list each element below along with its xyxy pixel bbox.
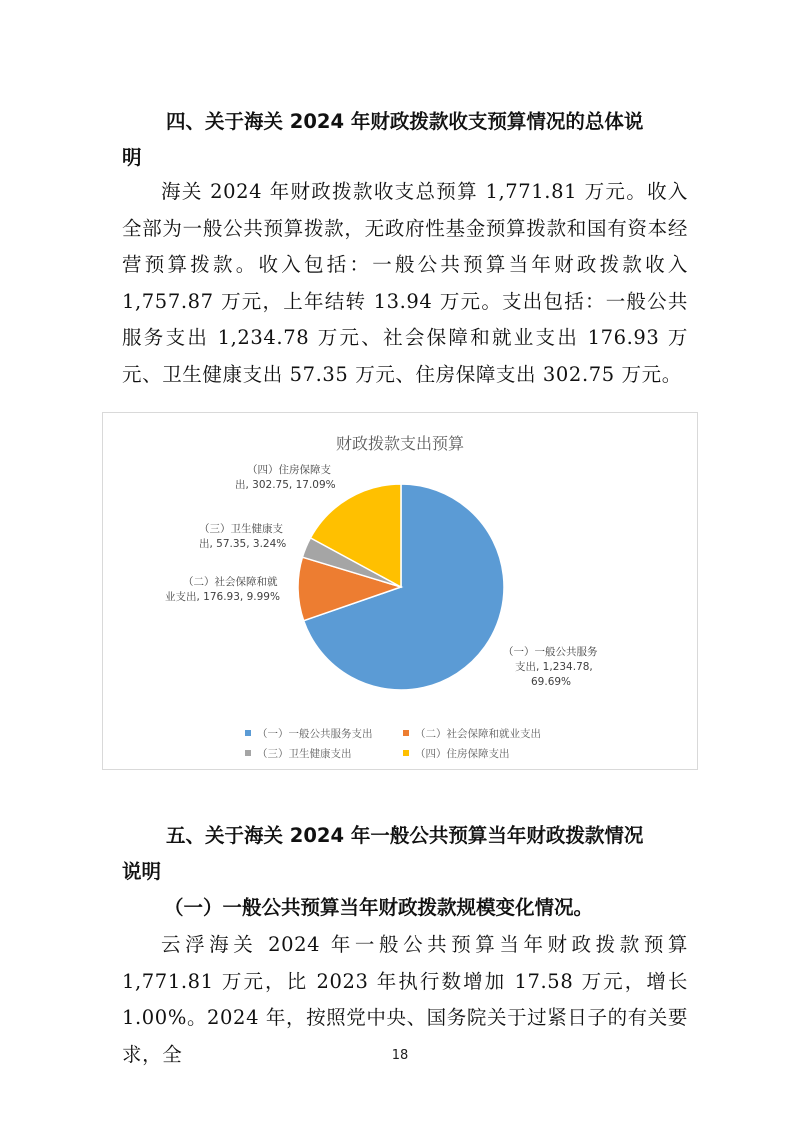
- slice-label-2-line2: 业支出, 176.93, 9.99%: [165, 591, 280, 603]
- section5-heading: [122, 818, 692, 890]
- slice-label-4: [235, 463, 336, 493]
- slice-label-2: [165, 575, 280, 605]
- slice-label-3-line2: 出, 57.35, 3.24%: [199, 538, 287, 550]
- legend-label-4: （四）住房保障支出: [415, 748, 510, 760]
- legend-item-2: [403, 726, 541, 741]
- legend-label-3: （三）卫生健康支出: [257, 748, 352, 760]
- legend-label-2: （二）社会保障和就业支出: [415, 728, 541, 740]
- section5-subheading: （一）一般公共预算当年财政拨款规模变化情况。: [164, 896, 594, 919]
- slice-label-2-line1: （二）社会保障和就: [183, 576, 278, 588]
- slice-label-3: [199, 522, 286, 552]
- legend-label-1: （一）一般公共服务支出: [257, 728, 373, 740]
- section5-heading-line2: 说明: [122, 860, 162, 883]
- slice-label-3-line1: （三）卫生健康支: [199, 523, 283, 535]
- section5-paragraph: 云浮海关 2024 年一般公共预算当年财政拨款预算 1,771.81 万元，比 2023 年执行数增加 17.58 万元，增长 1.00%。2024 年，按照党中央、国务院关于过紧日子的有关要求，全: [122, 933, 688, 1066]
- page-number: 18: [391, 1048, 409, 1063]
- section4-heading: [122, 104, 692, 176]
- legend-swatch-2: [403, 730, 409, 736]
- slice-label-1-line1: （一）一般公共服务: [503, 646, 598, 658]
- slice-label-4-line2: 出, 302.75, 17.09%: [235, 479, 336, 491]
- slice-label-1-line3: 69.69%: [531, 676, 572, 688]
- legend-item-3: [245, 746, 352, 761]
- expenditure-pie-chart: [102, 412, 698, 770]
- chart-title: 财政拨款支出预算: [335, 434, 464, 453]
- legend-swatch-1: [245, 730, 251, 736]
- section4-paragraph: 海关 2024 年财政拨款收支总预算 1,771.81 万元。收入全部为一般公共预算拨款，无政府性基金预算拨款和国有资本经营预算拨款。收入包括：一般公共预算当年财政拨款收入 1,757.87 万元，上年结转 13.94 万元。支出包括：一般公共服务支出 1,234.78 万元、社会保障和就业支出 176.93 万元、卫生健康支出 57.35 万元、住房保障支出 302.75 万元。: [122, 180, 688, 386]
- legend-swatch-4: [403, 750, 409, 756]
- slice-label-1-line2: 支出, 1,234.78,: [515, 661, 593, 673]
- legend-item-4: [403, 746, 510, 761]
- slice-label-4-line1: （四）住房保障支: [247, 464, 331, 476]
- slice-label-1: [503, 645, 598, 690]
- legend-swatch-3: [245, 750, 251, 756]
- legend-item-1: [245, 726, 373, 741]
- section4-heading-line2: 明: [122, 146, 142, 169]
- section5-heading-line1: 五、关于海关 2024 年一般公共预算当年财政拨款情况: [166, 824, 644, 847]
- section4-heading-line1: 四、关于海关 2024 年财政拨款收支预算情况的总体说: [166, 110, 644, 133]
